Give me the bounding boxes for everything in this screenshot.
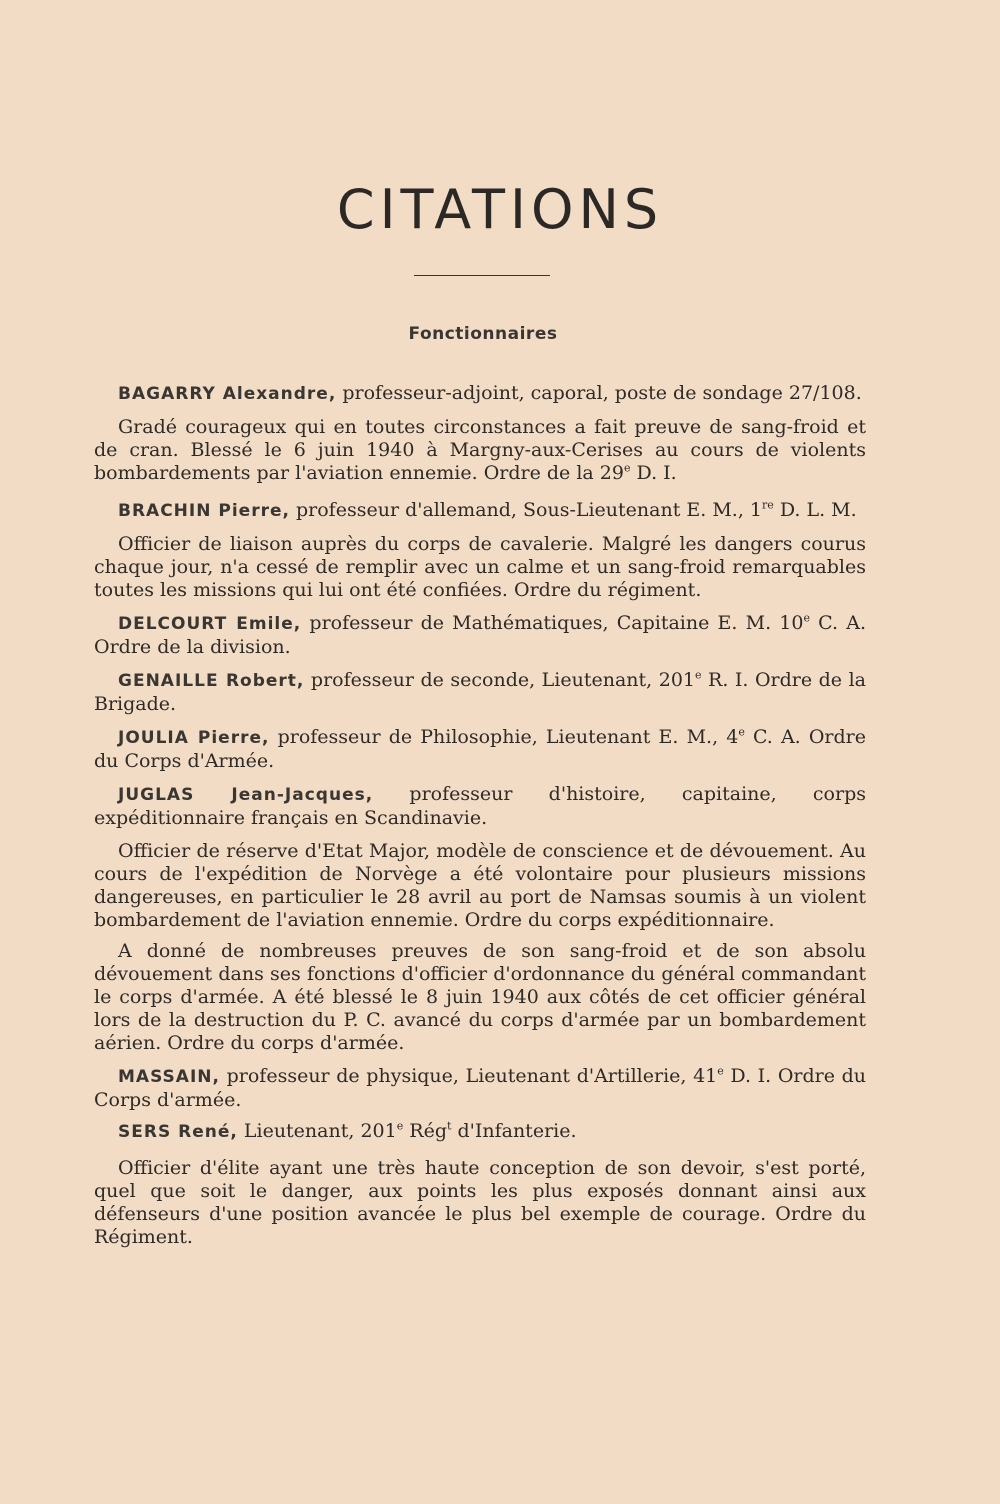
citation-name: MASSAIN,	[118, 1067, 220, 1087]
citation-header: MASSAIN, professeur de physique, Lieutenant d'Artillerie, 41e D. I. Ordre du Corps d'armée.	[94, 1064, 866, 1111]
citation-header	[94, 382, 866, 406]
citation-text: Officier d'élite ayant une très haute conception de son devoir, s'est porté, quel que soit le danger, aux points les plus exposés donnant ainsi aux défenseurs d'une position avancée le plus bel exemple de courage. Ordre du Régiment.	[94, 1157, 866, 1248]
citation-name: JUGLAS Jean-Jacques,	[118, 785, 374, 805]
section-heading: Fonctionnaires	[408, 324, 558, 344]
title-divider	[414, 275, 550, 276]
page-title: CITATIONS	[336, 178, 664, 241]
citation-name: JOULIA Pierre,	[118, 728, 270, 748]
citation-name: DELCOURT Emile,	[118, 614, 302, 634]
citation-header: BRACHIN Pierre, professeur d'allemand, Sous-Lieutenant E. M., 1re D. L. M.	[118, 498, 857, 521]
citation-text: Officier de liaison auprès du corps de cavalerie. Malgré les dangers courus chaque jour, n'a cessé de remplir avec un calme et un sang-froid remarquables toutes les missions qui lui ont été confiées. Ordre du régiment.	[94, 533, 866, 601]
citation-text: A donné de nombreuses preuves de son sang-froid et de son absolu dévouement dans ses fonctions d'officier d'ordonnance du général commandant le corps d'armée. A été blessé le 8 juin 1940 aux côtés de cet officier général lors de la destruction du P. C. avancé du corps d'armée par un bombardement aérien. Ordre du corps d'armée.	[94, 940, 866, 1054]
citation-description: professeur-adjoint, caporal, poste de sondage 27/108.	[342, 382, 862, 404]
citation-header: SERS René, Lieutenant, 201e Rég$^t$ d'Infanterie.	[118, 1119, 577, 1142]
citation-name: BAGARRY Alexandre,	[118, 384, 337, 404]
citation-name: BRACHIN Pierre,	[118, 501, 290, 521]
citation-text: Gradé courageux qui en toutes circonstances a fait preuve de sang-froid et de cran. Blessé le 6 juin 1940 à Margny-aux-Cerises au cours de violents bombardements par l'aviation ennemie. Ordre de la 29e D. I.	[94, 416, 866, 484]
citation-name: GENAILLE Robert,	[118, 671, 305, 691]
citations-body	[94, 382, 866, 1249]
citation-header: GENAILLE Robert, professeur de seconde, Lieutenant, 201e R. I. Ordre de la Brigade.	[94, 668, 866, 715]
citation-name: SERS René,	[118, 1122, 238, 1142]
citation-text: Officier de réserve d'Etat Major, modèle de conscience et de dévouement. Au cours de l'expédition de Norvège a été volontaire pour plusieurs missions dangereuses, en particulier le 28 avril au port de Namsas soumis à un violent bombardement de l'aviation ennemie. Ordre du corps expéditionnaire.	[94, 840, 866, 931]
citation-header: JOULIA Pierre, professeur de Philosophie, Lieutenant E. M., 4e C. A. Ordre du Corps d'Armée.	[94, 725, 866, 772]
citation-header: DELCOURT Emile, professeur de Mathématiques, Capitaine E. M. 10e C. A. Ordre de la division.	[94, 611, 866, 658]
citation-header: JUGLAS Jean-Jacques, professeur d'histoire, capitaine, corps expéditionnaire français en Scandinavie.	[94, 783, 866, 829]
